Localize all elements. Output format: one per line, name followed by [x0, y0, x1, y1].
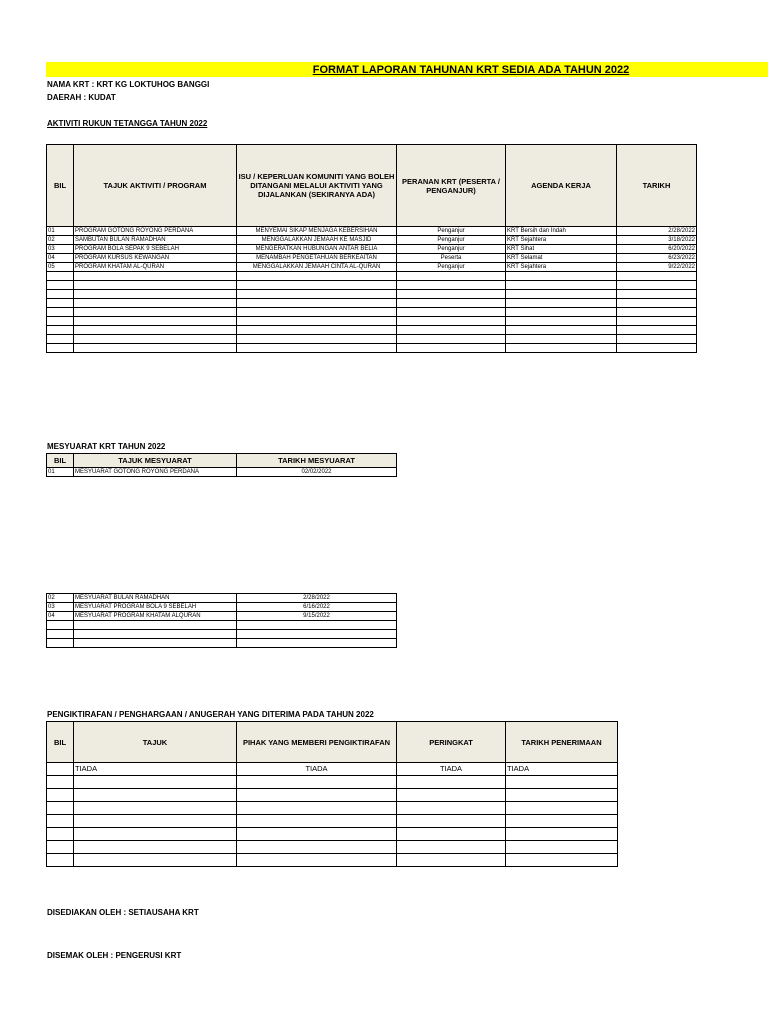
col-bil: BIL	[47, 454, 74, 468]
table-row-empty	[47, 272, 697, 281]
col-pihak: PIHAK YANG MEMBERI PENGIKTIRAFAN	[237, 722, 397, 763]
activities-section-title: AKTIVITI RUKUN TETANGGA TAHUN 2022	[47, 119, 208, 128]
cell-tarikh: 2/28/2022	[617, 227, 697, 236]
table-row-empty	[47, 639, 397, 648]
table-row-empty	[47, 335, 697, 344]
table-row-empty	[47, 841, 618, 854]
cell-isu: MENYEMAI SIKAP MENJAGA KEBERSIHAN	[237, 227, 397, 236]
col-tajuk-aktiviti: TAJUK AKTIVITI / PROGRAM	[74, 145, 237, 227]
table-row-empty	[47, 317, 697, 326]
cell-tajuk: TIADA	[74, 763, 237, 776]
cell-isu: MENAMBAH PENGETAHUAN BERKEAITAN	[237, 254, 397, 263]
cell-bil: 02	[47, 594, 74, 603]
cell-tajuk: PROGRAM BOLA SEPAK 9 SEBELAH	[74, 245, 237, 254]
cell-bil: 01	[47, 468, 74, 477]
table-row-empty	[47, 281, 697, 290]
table-row-empty	[47, 326, 697, 335]
cell-bil: 04	[47, 254, 74, 263]
col-isu: ISU / KEPERLUAN KOMUNITI YANG BOLEH DITANGANI MELALUI AKTIVITI YANG DIJALANKAN (SEKIRANYA ADA)	[237, 145, 397, 227]
cell-tarikh: 9/15/2022	[237, 612, 397, 621]
meetings-table-bottom	[46, 593, 397, 648]
table-row-empty	[47, 290, 697, 299]
table-row	[47, 245, 697, 254]
cell-bil: 03	[47, 245, 74, 254]
table-row	[47, 468, 397, 477]
table-row	[47, 263, 697, 272]
cell-tarikh: 6/23/2022	[617, 254, 697, 263]
awards-table	[46, 721, 618, 867]
table-row-empty	[47, 630, 397, 639]
table-row	[47, 254, 697, 263]
daerah-label: DAERAH : KUDAT	[47, 93, 116, 102]
disemak-oleh: DISEMAK OLEH : PENGERUSI KRT	[47, 951, 182, 960]
table-row	[47, 763, 618, 776]
cell-agenda: KRT Sejahtera	[506, 263, 617, 272]
cell-tarikh: 2/28/2022	[237, 594, 397, 603]
col-tarikh-mesyuarat: TARIKH MESYUARAT	[237, 454, 397, 468]
awards-section-title: PENGIKTIRAFAN / PENGHARGAAN / ANUGERAH YANG DITERIMA PADA TAHUN 2022	[47, 710, 374, 719]
cell-tajuk: PROGRAM GOTONG ROYONG PERDANA	[74, 227, 237, 236]
meetings-table-top	[46, 453, 397, 477]
cell-bil: 03	[47, 603, 74, 612]
disediakan-oleh: DISEDIAKAN OLEH : SETIAUSAHA KRT	[47, 908, 199, 917]
col-peranan: PERANAN KRT (PESERTA / PENGANJUR)	[397, 145, 506, 227]
page-title: FORMAT LAPORAN TAHUNAN KRT SEDIA ADA TAHUN 2022	[312, 64, 630, 76]
table-row	[47, 594, 397, 603]
cell-peranan: Peserta	[397, 254, 506, 263]
table-row-empty	[47, 828, 618, 841]
cell-tajuk: MESYUARAT PROGRAM KHATAM ALQURAN	[74, 612, 237, 621]
table-row-empty	[47, 854, 618, 867]
table-row-empty	[47, 789, 618, 802]
cell-bil: 04	[47, 612, 74, 621]
col-peringkat: PERINGKAT	[397, 722, 506, 763]
cell-tajuk: MESYUARAT BULAN RAMADHAN	[74, 594, 237, 603]
cell-tarikh: 3/18/2022	[617, 236, 697, 245]
cell-tajuk: MESYUARAT PROGRAM BOLA 9 SEBELAH	[74, 603, 237, 612]
table-row	[47, 227, 697, 236]
cell-isu: MENGGALAKKAN JEMAAH KE MASJID	[237, 236, 397, 245]
table-row-empty	[47, 344, 697, 353]
table-row-empty	[47, 815, 618, 828]
col-bil: BIL	[47, 145, 74, 227]
cell-peranan: Penganjur	[397, 227, 506, 236]
cell-pihak: TIADA	[237, 763, 397, 776]
cell-agenda: KRT Bersih dan Indah	[506, 227, 617, 236]
cell-tajuk: PROGRAM KURSUS KEWANGAN	[74, 254, 237, 263]
cell-peranan: Penganjur	[397, 236, 506, 245]
meetings-section-title: MESYUARAT KRT TAHUN 2022	[47, 442, 166, 451]
cell-isu: MENGERATKAN HUBUNGAN ANTAR BELIA	[237, 245, 397, 254]
table-row-empty	[47, 621, 397, 630]
nama-krt-label: NAMA KRT : KRT KG LOKTUHOG BANGGI	[47, 80, 210, 89]
table-row-empty	[47, 308, 697, 317]
activities-table	[46, 144, 697, 353]
cell-peranan: Penganjur	[397, 245, 506, 254]
table-row	[47, 603, 397, 612]
cell-bil: 05	[47, 263, 74, 272]
cell-tarikh: 02/02/2022	[237, 468, 397, 477]
col-tajuk-mesyuarat: TAJUK MESYUARAT	[74, 454, 237, 468]
table-row	[47, 236, 697, 245]
cell-agenda: KRT Selamat	[506, 254, 617, 263]
col-agenda: AGENDA KERJA	[506, 145, 617, 227]
cell-tajuk: PROGRAM KHATAM AL-QURAN	[74, 263, 237, 272]
cell-tarikh: TIADA	[506, 763, 618, 776]
col-bil: BIL	[47, 722, 74, 763]
cell-tarikh: 6/16/2022	[237, 603, 397, 612]
cell-bil: 02	[47, 236, 74, 245]
cell-agenda: KRT Sejahtera	[506, 236, 617, 245]
cell-peranan: Penganjur	[397, 263, 506, 272]
col-tarikh: TARIKH	[617, 145, 697, 227]
table-row-empty	[47, 776, 618, 789]
cell-isu: MENGGALAKKAN JEMAAH CINTA AL-QURAN	[237, 263, 397, 272]
col-tajuk: TAJUK	[74, 722, 237, 763]
cell-bil	[47, 763, 74, 776]
cell-agenda: KRT Sihat	[506, 245, 617, 254]
table-row	[47, 612, 397, 621]
cell-tajuk: SAMBUTAN BULAN RAMADHAN	[74, 236, 237, 245]
cell-tarikh: 9/22/2022	[617, 263, 697, 272]
table-row-empty	[47, 802, 618, 815]
table-row-empty	[47, 299, 697, 308]
cell-tarikh: 6/20/2022	[617, 245, 697, 254]
col-tarikh-penerimaan: TARIKH PENERIMAAN	[506, 722, 618, 763]
cell-peringkat: TIADA	[397, 763, 506, 776]
cell-bil: 01	[47, 227, 74, 236]
cell-tajuk: MESYUARAT GOTONG ROYONG PERDANA	[74, 468, 237, 477]
